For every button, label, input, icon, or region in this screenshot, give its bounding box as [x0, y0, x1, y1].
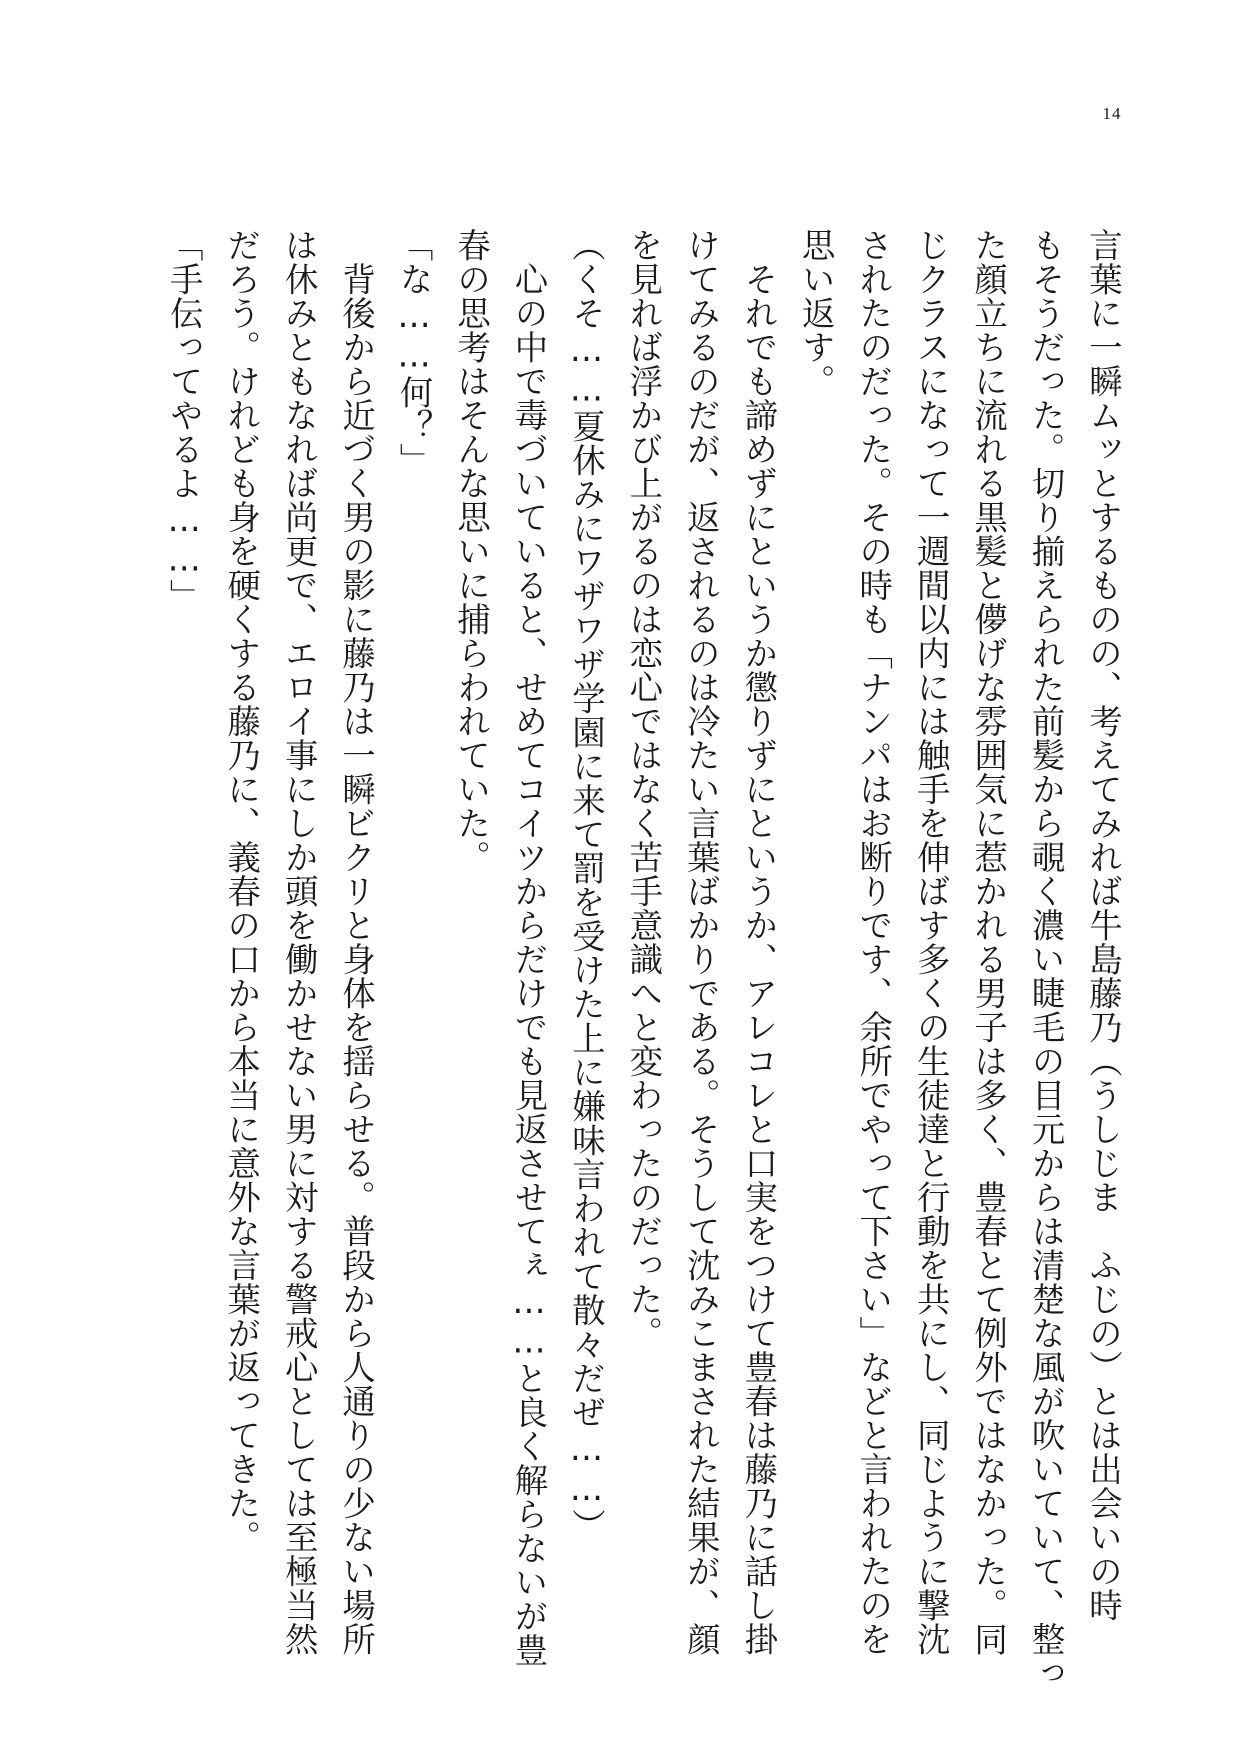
text-line: た顔立ちに流れる黒髪と儚げな雰囲気に惹かれる男子は多く、豊春とて例外ではなかった。同 [969, 228, 1009, 1656]
text-line: だろう。けれども身を硬くする藤乃に、義春の口から本当に意外な言葉が返ってきた。 [222, 228, 262, 1554]
text-line: 「手伝ってやるよ……」 [164, 228, 204, 614]
text-line: じクラスになって一週間以内には触手を伸ばす多くの生徒達と行動を共にし、同じように撃沈 [911, 228, 951, 1656]
text-line: 言葉に一瞬ムッとするものの、考えてみれば牛島藤乃（うしじま ふじの）とは出会いの時 [1084, 228, 1123, 1622]
novel-text-body [155, 228, 1132, 1688]
text-line: を見れば浮かび上がるのは恋心ではなく苦手意識へと変わったのだった。 [624, 228, 664, 1350]
text-line: もそうだった。切り揃えられた前髪から覗く濃い睫毛の目元からは清楚な風が吹いていて、整っ [1026, 228, 1066, 1690]
text-line: （くそ……夏休みにワザワザ学園に来て罰を受けた上に嫌味言われて散々だぜ……） [566, 228, 606, 1543]
text-line: 「な……何？」 [394, 228, 434, 478]
text-line: それでも諦めずにというか懲りずにというか、アレコレと口実をつけて豊春は藤乃に話し掛 [739, 228, 779, 1656]
text-line: 思い返す。 [796, 228, 836, 398]
text-line: 春の思考はそんな思いに捕らわれていた。 [452, 228, 492, 874]
text-line: は休みともなれば尚更で、エロイ事にしか頭を働かせない男に対する警戒心としては至極当然 [279, 228, 319, 1656]
text-line: されたのだった。その時も「ナンパはお断りです、余所でやって下さい」などと言われたのを [854, 228, 894, 1656]
text-line: 背後から近づく男の影に藤乃は一瞬ビクリと身体を揺らせる。普段から人通りの少ない場所 [337, 228, 377, 1656]
page-number: 14 [1102, 104, 1122, 123]
text-line: けてみるのだが、返されるのは冷たい言葉ばかりである。そうして沈みこまされた結果が、顔 [681, 228, 721, 1656]
text-line: 心の中で毒づいていると、せめてコイツからだけでも見返させてぇ……と良く解らないが豊 [509, 228, 549, 1668]
